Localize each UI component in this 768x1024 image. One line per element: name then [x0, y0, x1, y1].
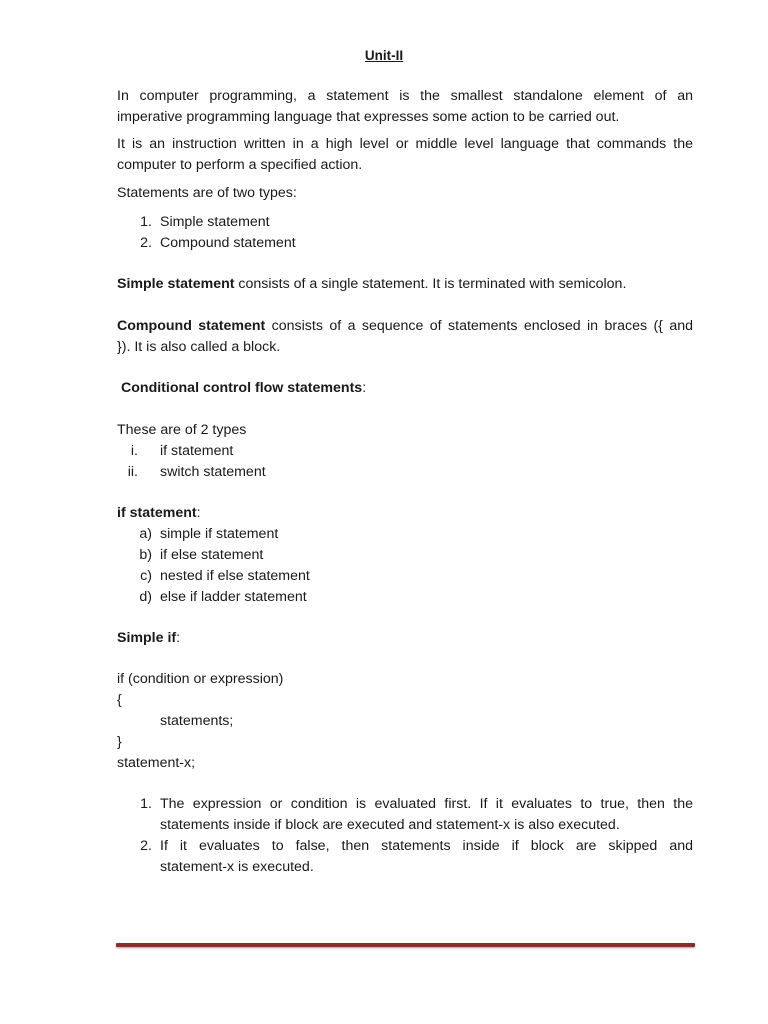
- conditional-heading-colon: :: [362, 380, 367, 396]
- intro-p2-line1: It is an instruction written in a high level or middle level language that commands the: [117, 136, 693, 152]
- compound-statement-line1: [117, 316, 693, 337]
- list-item: Compound statement: [160, 235, 296, 251]
- if-statement-heading-colon: :: [196, 505, 201, 521]
- code-line: statements;: [160, 713, 234, 729]
- list-item: switch statement: [160, 464, 266, 480]
- list-item: nested if else statement: [160, 568, 310, 584]
- simple-statement-paragraph: [117, 274, 626, 295]
- simple-statement-text: consists of a single statement. It is terminated with semicolon.: [234, 276, 627, 292]
- list-item-line: statement-x is executed.: [160, 859, 314, 875]
- code-line: if (condition or expression): [117, 671, 284, 687]
- conditional-heading: [121, 378, 366, 399]
- simple-if-heading: [117, 628, 180, 649]
- list-item-number: b): [139, 547, 152, 563]
- list-item-line: If it evaluates to false, then statements inside if block are skipped and: [160, 838, 693, 854]
- list-item-number: 1.: [140, 796, 152, 812]
- intro-p2-line2: computer to perform a specified action.: [117, 157, 363, 173]
- list-item: simple if statement: [160, 526, 279, 542]
- list-item: if else statement: [160, 547, 264, 563]
- list-item: else if ladder statement: [160, 589, 307, 605]
- code-line: statement-x;: [117, 755, 196, 771]
- list-item: Simple statement: [160, 214, 270, 230]
- list-item-number: c): [140, 568, 152, 584]
- intro-p3: Statements are of two types:: [117, 185, 297, 201]
- list-item-line: statements inside if block are executed and statement-x is also executed.: [160, 817, 620, 833]
- list-item-number: 1.: [140, 214, 152, 230]
- simple-statement-term: Simple statement: [117, 276, 235, 292]
- list-item-number: i.: [130, 443, 138, 459]
- list-item-number: 2.: [140, 838, 152, 854]
- code-line: }: [117, 734, 122, 750]
- intro-p1-line2: imperative programming language that expresses some action to be carried out.: [117, 109, 620, 125]
- if-statement-heading: [117, 503, 201, 524]
- simple-if-heading-text: Simple if: [117, 630, 177, 646]
- list-item-number: a): [139, 526, 152, 542]
- simple-if-heading-colon: :: [176, 630, 181, 646]
- conditional-heading-text: Conditional control flow statements: [121, 380, 363, 396]
- list-item-line: The expression or condition is evaluated first. If it evaluates to true, then the: [160, 796, 693, 812]
- list-item-number: d): [139, 589, 152, 605]
- compound-statement-term: Compound statement: [117, 318, 266, 334]
- page-title: Unit-II: [364, 48, 404, 63]
- intro-p1-line1: In computer programming, a statement is the smallest standalone element of an: [117, 88, 693, 104]
- list-item-number: 2.: [140, 235, 152, 251]
- if-statement-heading-text: if statement: [117, 505, 197, 521]
- list-item-number: ii.: [127, 464, 138, 480]
- conditional-intro: These are of 2 types: [117, 422, 247, 438]
- code-line: {: [117, 692, 122, 708]
- compound-statement-text: consists of a sequence of statements enclosed in braces ({ and: [265, 318, 693, 334]
- list-item: if statement: [160, 443, 234, 459]
- footer-rule: [116, 943, 695, 947]
- compound-statement-line2: }). It is also called a block.: [117, 339, 281, 355]
